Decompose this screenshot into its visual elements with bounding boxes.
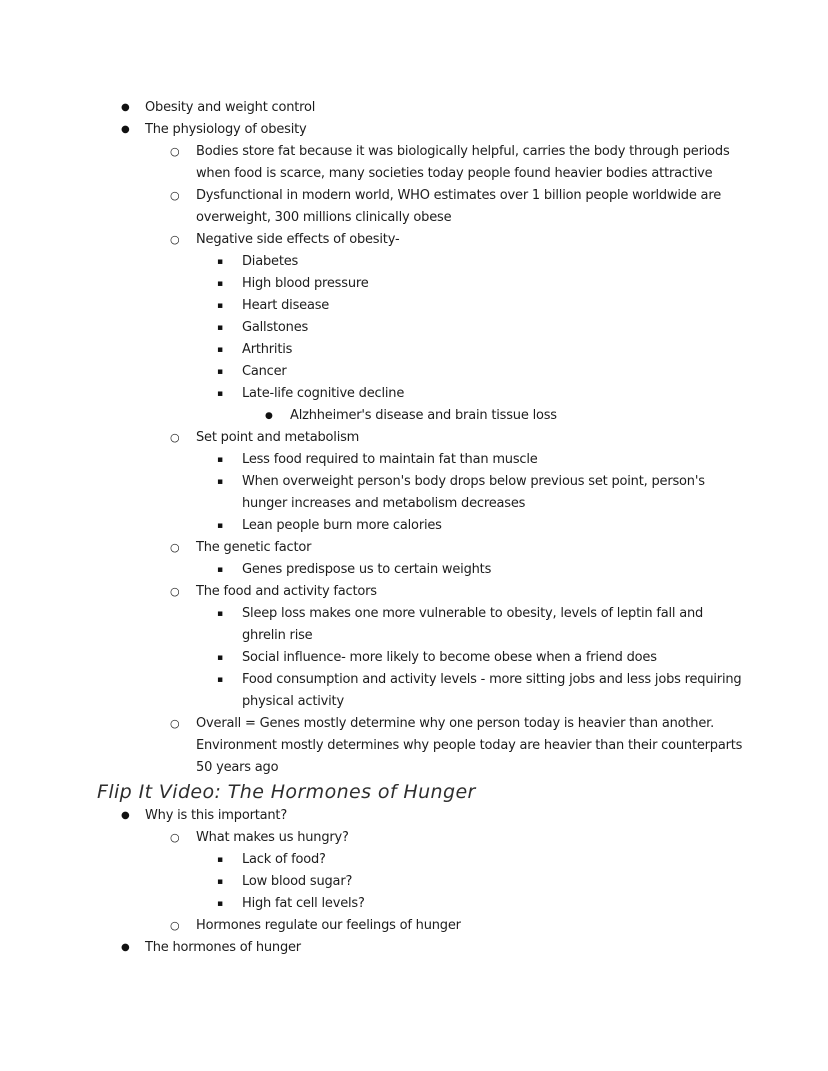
bullet-square-icon: ▪ — [217, 477, 223, 487]
bullet-square-icon: ▪ — [217, 389, 223, 399]
list-item-text: Social influence- more likely to become obese when a friend does — [242, 650, 657, 665]
list-item — [0, 119, 746, 141]
list-item-text: Bodies store fat because it was biologically helpful, carries the body through periods when food is scarce, many societies today people found heavier bodies attractive — [196, 144, 730, 181]
list-item-text: Low blood sugar? — [242, 874, 353, 889]
bullet-hollow-icon: ○ — [170, 831, 180, 844]
list-item-text: Lean people burn more calories — [242, 518, 442, 533]
bullet-square-icon: ▪ — [217, 609, 223, 619]
bullet-square-icon: ▪ — [217, 455, 223, 465]
bullet-square-icon: ▪ — [217, 279, 223, 289]
bullet-square-icon: ▪ — [217, 855, 223, 865]
list-item — [0, 273, 746, 295]
list-item-text: The hormones of hunger — [145, 940, 301, 955]
list-item — [0, 427, 746, 449]
list-item — [0, 581, 746, 603]
bullet-square-icon: ▪ — [217, 257, 223, 267]
bullet-square-icon: ▪ — [217, 675, 223, 685]
list-item — [0, 713, 746, 779]
list-item — [0, 405, 746, 427]
list-item-text: Cancer — [242, 364, 287, 379]
list-item-text: What makes us hungry? — [196, 830, 349, 845]
bullet-square-icon: ▪ — [217, 521, 223, 531]
list-item-text: Dysfunctional in modern world, WHO estimates over 1 billion people worldwide are overweight, 300 millions clinically obese — [196, 188, 721, 225]
list-item-text: Negative side effects of obesity- — [196, 232, 400, 247]
list-item — [0, 559, 746, 581]
list-item-text: The genetic factor — [196, 540, 312, 555]
bullet-hollow-icon: ○ — [170, 585, 180, 598]
list-item — [0, 141, 746, 185]
bullet-square-icon: ▪ — [217, 653, 223, 663]
bullet-square-icon: ▪ — [217, 345, 223, 355]
list-item-text: Arthritis — [242, 342, 293, 357]
bullet-square-icon: ▪ — [217, 367, 223, 377]
bullet-hollow-icon: ○ — [170, 145, 180, 158]
list-item — [0, 915, 746, 937]
list-item-text: Why is this important? — [145, 808, 288, 823]
bullet-hollow-icon: ○ — [170, 919, 180, 932]
bullet-square-icon: ▪ — [217, 877, 223, 887]
list-item — [0, 339, 746, 361]
bullet-square-icon: ▪ — [217, 301, 223, 311]
list-item-text: High blood pressure — [242, 276, 369, 291]
list-item-text: Obesity and weight control — [145, 100, 316, 115]
list-item — [0, 471, 746, 515]
bullet-square-icon: ▪ — [217, 899, 223, 909]
list-item-text: Genes predispose us to certain weights — [242, 562, 492, 577]
list-item — [0, 361, 746, 383]
section-heading: Flip It Video: The Hormones of Hunger — [97, 781, 476, 803]
bullet-hollow-icon: ○ — [170, 233, 180, 246]
bullet-hollow-icon: ○ — [170, 717, 180, 730]
list-item — [0, 893, 746, 915]
list-item-text: Less food required to maintain fat than muscle — [242, 452, 538, 467]
bullet-filled-icon: ● — [121, 102, 130, 113]
list-item-text: Food consumption and activity levels - more sitting jobs and less jobs requiring physical activity — [242, 672, 742, 709]
list-item — [0, 449, 746, 471]
bullet-hollow-icon: ○ — [170, 541, 180, 554]
list-item-text: Set point and metabolism — [196, 430, 360, 445]
list-item-text: The food and activity factors — [196, 584, 377, 599]
list-item — [0, 603, 746, 647]
list-item — [0, 295, 746, 317]
list-item-text: When overweight person's body drops below previous set point, person's hunger increases and metabolism decreases — [242, 474, 705, 511]
list-item — [0, 97, 746, 119]
list-item — [0, 849, 746, 871]
bullet-filled-icon: ● — [121, 124, 130, 135]
bullet-hollow-icon: ○ — [170, 189, 180, 202]
list-item-text: Lack of food? — [242, 852, 326, 867]
bullet-filled-icon: ● — [121, 942, 130, 953]
list-item — [0, 537, 746, 559]
list-item-text: High fat cell levels? — [242, 896, 365, 911]
list-item — [0, 515, 746, 537]
list-item — [0, 383, 746, 405]
bullet-filled-icon: ● — [121, 810, 130, 821]
bullet-square-icon: ▪ — [217, 565, 223, 575]
list-item-text: Heart disease — [242, 298, 330, 313]
bullet-hollow-icon: ○ — [170, 431, 180, 444]
list-item-text: Hormones regulate our feelings of hunger — [196, 918, 461, 933]
list-item-text: The physiology of obesity — [145, 122, 307, 137]
list-item — [0, 827, 746, 849]
list-item — [0, 317, 746, 339]
list-item — [0, 185, 746, 229]
bullet-square-icon: ▪ — [217, 323, 223, 333]
list-item-text: Overall = Genes mostly determine why one person today is heavier than another. Environment mostly determines why people today are heavier than their counterparts 50 years ago — [196, 716, 743, 775]
list-item — [0, 669, 746, 713]
list-item — [0, 251, 746, 273]
list-item — [0, 229, 746, 251]
bullet-filled-icon: ● — [265, 411, 273, 421]
list-item — [0, 937, 746, 959]
list-item-text: Alzhheimer's disease and brain tissue loss — [290, 408, 557, 423]
list-item — [0, 647, 746, 669]
list-item-text: Late-life cognitive decline — [242, 386, 405, 401]
list-item-text: Diabetes — [242, 254, 299, 269]
list-item-text: Gallstones — [242, 320, 309, 335]
list-item — [0, 871, 746, 893]
list-item — [0, 805, 746, 827]
list-item-text: Sleep loss makes one more vulnerable to obesity, levels of leptin fall and ghrelin rise — [242, 606, 704, 643]
